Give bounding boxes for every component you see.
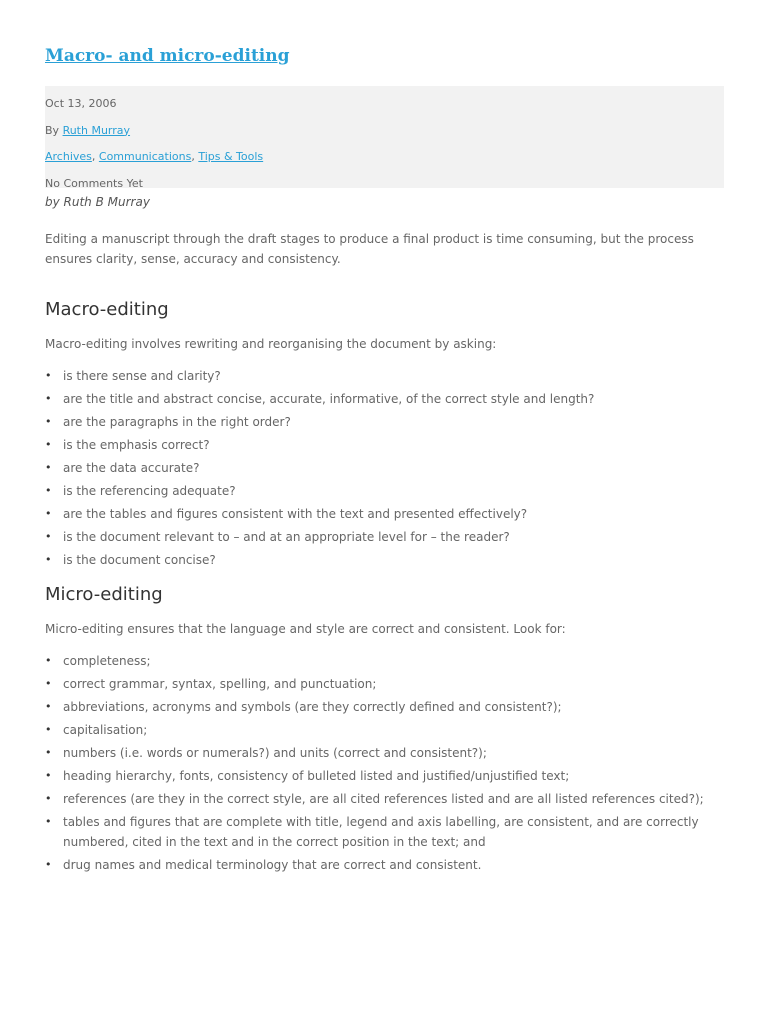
list-item xyxy=(45,743,724,763)
list-item-text: are the data accurate? xyxy=(63,461,200,475)
list-item-text: is the document relevant to – and at an appropriate level for – the reader? xyxy=(63,530,510,544)
list-item-text: heading hierarchy, fonts, consistency of bulleted listed and justified/unjustified text; xyxy=(63,769,570,783)
post-categories xyxy=(45,149,724,176)
list-item xyxy=(45,766,724,786)
author-link[interactable]: Ruth Murray xyxy=(62,123,131,137)
list-item xyxy=(45,435,724,455)
list-item xyxy=(45,550,724,570)
category-link-tips-tools[interactable]: Tips & Tools xyxy=(198,150,264,163)
post-meta xyxy=(45,86,724,188)
list-item-text: references (are they in the correct style, are all cited references listed and are all listed references cited?); xyxy=(63,792,704,806)
list-item-text: abbreviations, acronyms and symbols (are they correctly defined and consistent?); xyxy=(63,700,562,714)
category-separator: , xyxy=(191,150,199,163)
bullet-icon: • xyxy=(45,769,52,782)
post-title-link[interactable]: Macro- and micro-editing xyxy=(45,46,290,66)
bullet-icon: • xyxy=(45,677,52,690)
by-label: By xyxy=(45,123,63,137)
category-separator: , xyxy=(91,150,99,163)
list-item-text: is the document concise? xyxy=(63,553,216,567)
bullet-icon: • xyxy=(45,392,52,405)
bullet-icon: • xyxy=(45,461,52,474)
list-item xyxy=(45,481,724,501)
bullet-icon: • xyxy=(45,553,52,566)
bullet-icon: • xyxy=(45,700,52,713)
list-item xyxy=(45,651,724,671)
list-item xyxy=(45,389,724,409)
byline: by Ruth B Murray xyxy=(45,195,150,209)
micro-heading: Micro-editing xyxy=(45,584,163,605)
list-item-text: numbers (i.e. words or numerals?) and units (correct and consistent?); xyxy=(63,746,487,760)
bullet-icon: • xyxy=(45,369,52,382)
micro-list xyxy=(45,651,724,875)
macro-list xyxy=(45,366,724,570)
list-item-text: are the title and abstract concise, accurate, informative, of the correct style and length? xyxy=(63,392,595,406)
bullet-icon: • xyxy=(45,484,52,497)
list-item xyxy=(45,366,724,386)
list-item xyxy=(45,527,724,547)
page-title xyxy=(45,0,724,86)
macro-lead: Macro-editing involves rewriting and reorganising the document by asking: xyxy=(45,337,497,351)
bullet-icon: • xyxy=(45,438,52,451)
bullet-icon: • xyxy=(45,746,52,759)
list-item xyxy=(45,812,724,852)
list-item-text: is the referencing adequate? xyxy=(63,484,236,498)
bullet-icon: • xyxy=(45,415,52,428)
list-item-text: correct grammar, syntax, spelling, and punctuation; xyxy=(63,677,377,691)
list-item xyxy=(45,789,724,809)
list-item xyxy=(45,697,724,717)
list-item xyxy=(45,720,724,740)
bullet-icon: • xyxy=(45,654,52,667)
list-item-text: is there sense and clarity? xyxy=(63,369,221,383)
list-item xyxy=(45,504,724,524)
bullet-icon: • xyxy=(45,858,52,871)
list-item-text: capitalisation; xyxy=(63,723,148,737)
micro-lead: Micro-editing ensures that the language and style are correct and consistent. Look for: xyxy=(45,622,566,636)
bullet-icon: • xyxy=(45,815,52,828)
list-item xyxy=(45,674,724,694)
list-item xyxy=(45,412,724,432)
post-date: Oct 13, 2006 xyxy=(45,97,117,110)
list-item-text: drug names and medical terminology that are correct and consistent. xyxy=(63,858,482,872)
bullet-icon: • xyxy=(45,792,52,805)
list-item-text: are the paragraphs in the right order? xyxy=(63,415,291,429)
comments-count: No Comments Yet xyxy=(45,176,143,190)
list-item-text: are the tables and figures consistent with the text and presented effectively? xyxy=(63,507,528,521)
list-item xyxy=(45,855,724,875)
list-item xyxy=(45,458,724,478)
macro-heading: Macro-editing xyxy=(45,299,169,320)
bullet-icon: • xyxy=(45,507,52,520)
intro-paragraph: Editing a manuscript through the draft stages to produce a final product is time consuming, but the process ensures clarity, sense, accuracy and consistency. xyxy=(45,232,694,266)
list-item-text: tables and figures that are complete with title, legend and axis labelling, are consistent, and are correctly numbered, cited in the text and in the correct position in the text; and xyxy=(63,815,699,849)
bullet-icon: • xyxy=(45,530,52,543)
post-author-row xyxy=(45,123,724,150)
category-link-archives[interactable]: Archives xyxy=(45,150,92,163)
category-link-communications[interactable]: Communications xyxy=(98,150,192,163)
bullet-icon: • xyxy=(45,723,52,736)
list-item-text: is the emphasis correct? xyxy=(63,438,210,452)
list-item-text: completeness; xyxy=(63,654,151,668)
